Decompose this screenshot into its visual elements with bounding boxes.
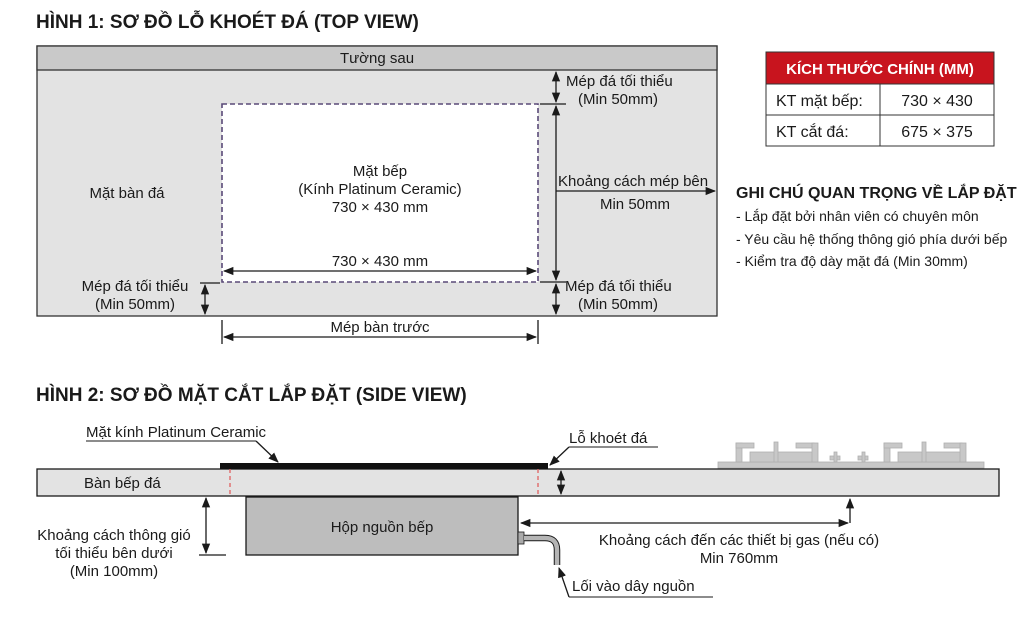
cooktop-label: Mặt bếp (352, 163, 408, 180)
vent-label: Khoảng cách thông gió (37, 527, 191, 544)
figure2-title: HÌNH 2: SƠ ĐỒ MẶT CẮT LẮP ĐẶT (SIDE VIEW) (36, 385, 467, 406)
glass-top (220, 463, 548, 469)
counter-label: Bàn bếp đá (84, 475, 161, 492)
side-view-diagram (37, 424, 999, 597)
vent-min: (Min 100mm) (69, 563, 159, 580)
gas-hob-icon (718, 442, 984, 468)
glass-label: Mặt kính Platinum Ceramic (86, 424, 267, 441)
top-view-diagram (37, 46, 717, 344)
cooktop-size: 730 × 430 mm (331, 199, 429, 216)
spec-row-label: KT mặt bếp: (776, 93, 863, 110)
side-edge-min: Min 50mm (599, 196, 671, 213)
spec-table-header: KÍCH THƯỚC CHÍNH (MM) (786, 61, 974, 78)
bottom-left-edge-label: Mép đá tối thiểu (81, 278, 189, 295)
spec-row-label: KT cắt đá: (776, 124, 849, 141)
back-wall-label: Tường sau (339, 50, 415, 67)
top-edge-min: (Min 50mm) (578, 91, 659, 108)
cooktop-material: (Kính Platinum Ceramic) (298, 181, 462, 198)
cutout-pointer (550, 447, 569, 465)
vent-label-2: tối thiểu bên dưới (55, 545, 173, 562)
note-item: - Kiểm tra độ dày mặt đá (Min 30mm) (736, 253, 968, 269)
stone-counter (37, 469, 999, 496)
installation-notes (736, 183, 1017, 269)
front-edge-label: Mép bàn trước (330, 319, 430, 336)
top-edge-label: Mép đá tối thiểu (566, 73, 673, 90)
spec-table (766, 52, 994, 146)
notes-title: GHI CHÚ QUAN TRỌNG VỀ LẮP ĐẶT (736, 185, 1017, 202)
stone-label: Mặt bàn đá (89, 185, 165, 202)
bottom-right-edge-min: (Min 50mm) (578, 296, 659, 313)
gas-distance-label: Khoảng cách đến các thiết bị gas (nếu có) (598, 532, 880, 549)
spec-row-value: 675 × 375 (901, 124, 973, 141)
cable-label: Lối vào dây nguồn (572, 578, 695, 595)
cutout-label: Lỗ khoét đá (569, 430, 648, 447)
side-edge-label: Khoảng cách mép bên (558, 173, 709, 190)
glass-pointer (256, 441, 278, 462)
bottom-right-edge-label: Mép đá tối thiểu (565, 278, 672, 295)
note-item: - Yêu cầu hệ thống thông gió phía dưới bếp (736, 231, 1008, 247)
cooktop-width-dim: 730 × 430 mm (331, 253, 429, 270)
bottom-left-edge-min: (Min 50mm) (94, 296, 176, 313)
cable-connector (518, 532, 524, 544)
note-item: - Lắp đặt bởi nhân viên có chuyên môn (736, 208, 979, 224)
cable-pointer (559, 568, 569, 597)
power-box-label: Hộp nguồn bếp (330, 519, 434, 536)
figure1-title: HÌNH 1: SƠ ĐỒ LỖ KHOÉT ĐÁ (TOP VIEW) (36, 12, 419, 33)
spec-row-value: 730 × 430 (901, 93, 973, 110)
gas-distance-min: Min 760mm (699, 550, 779, 567)
